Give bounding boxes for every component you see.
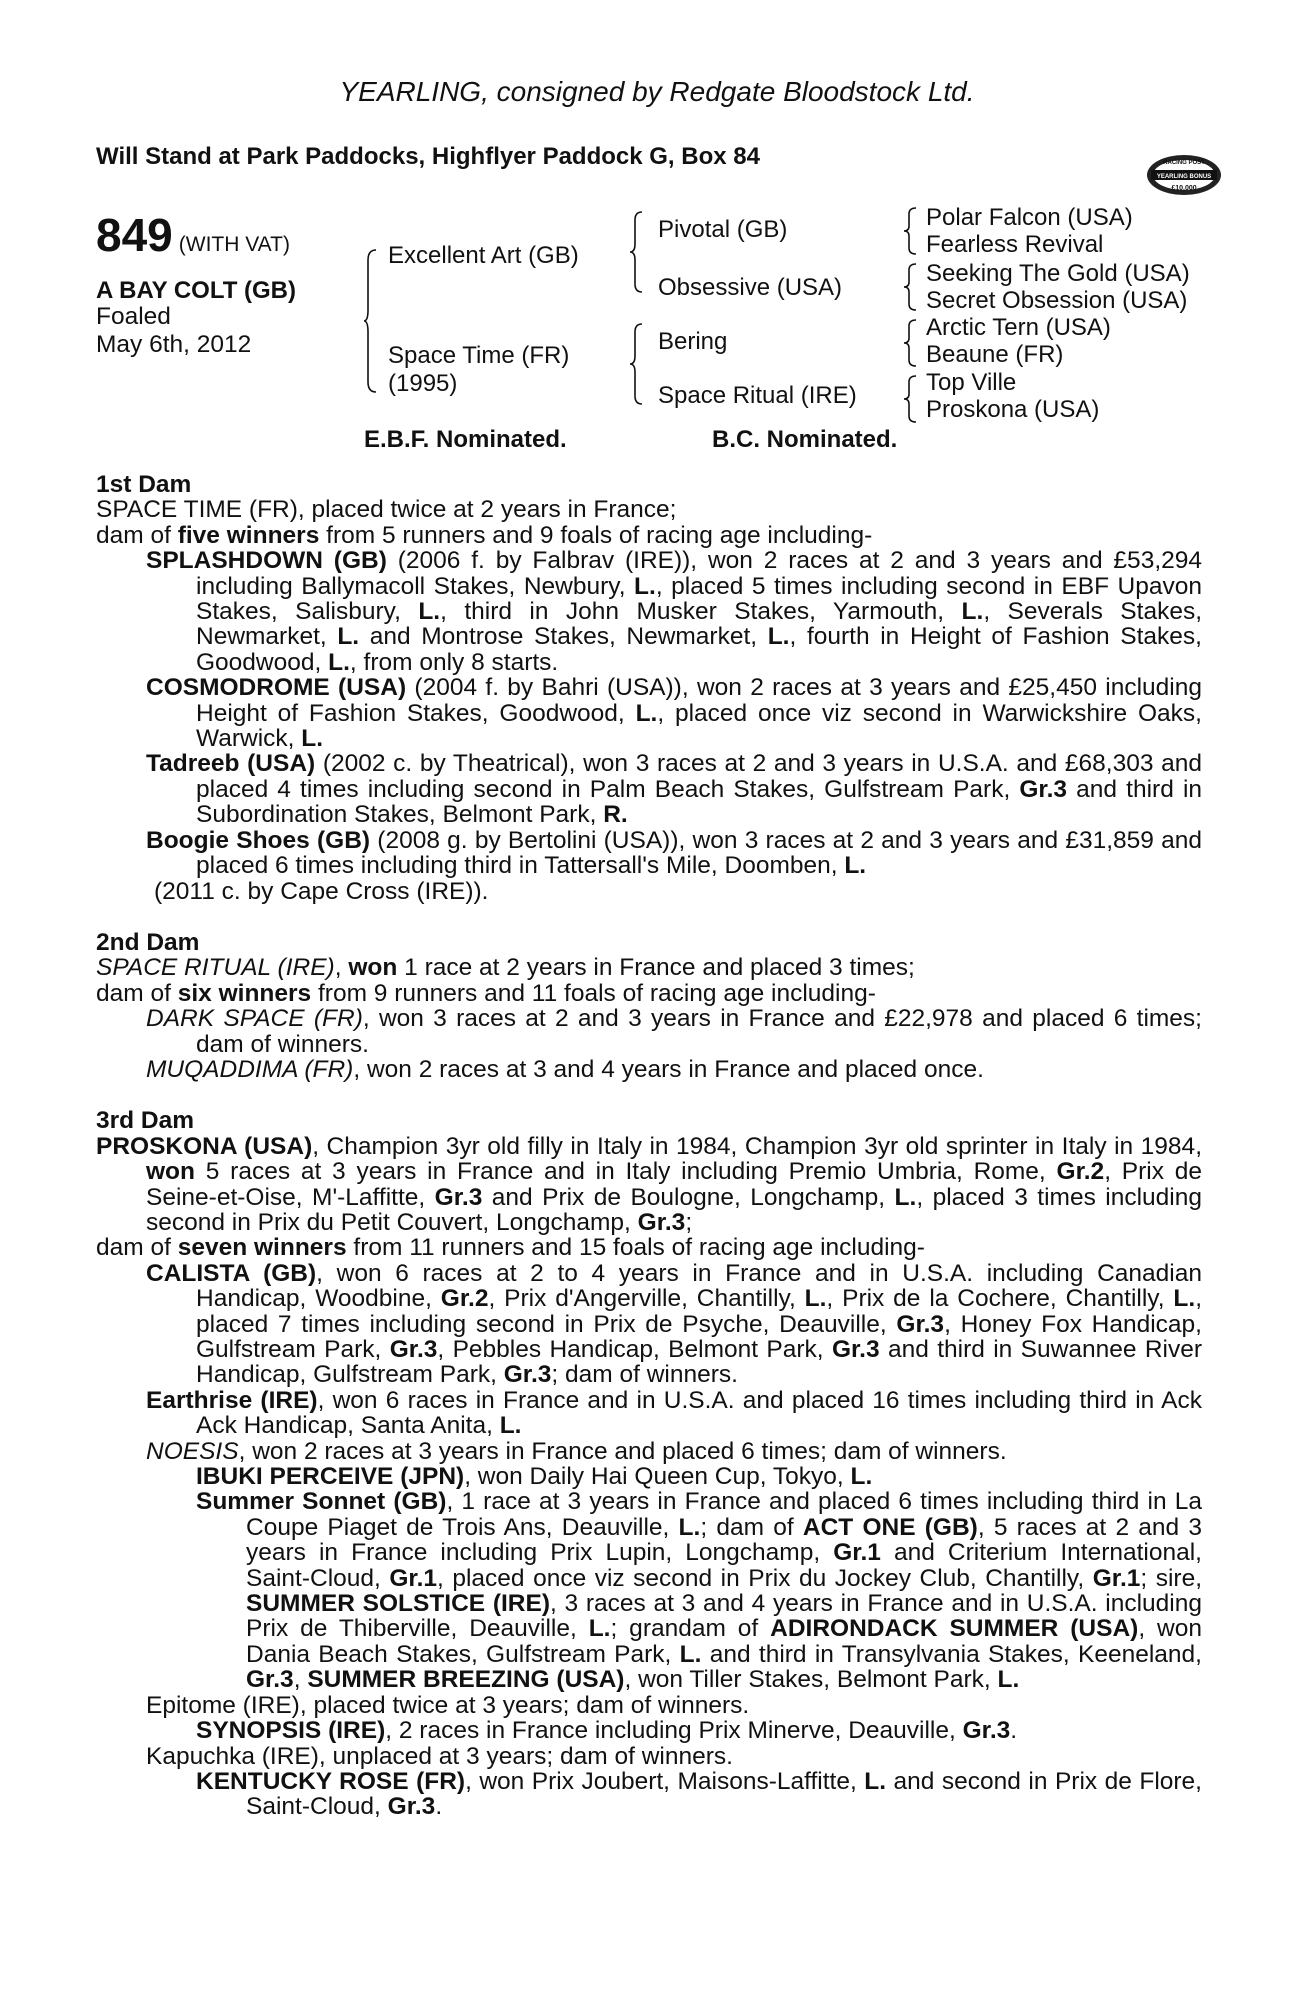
second-dam-produce: dam of six winners from 9 runners and 11 foals of racing age including- (96, 979, 876, 1007)
first-dam-line: SPACE TIME (FR), placed twice at 2 years in France; (96, 496, 677, 524)
summer-sonnet-entry: Summer Sonnet (GB), 1 race at 3 years in France and placed 6 times including third in La Coupe Piaget de Trois Ans, Deauville, L.; dam of ACT ONE (GB), 5 races at 2 and 3 years in France including Prix Lupin, Longchamp, Gr.1 and Criterium International, Saint-Cloud, Gr.1, placed once viz second in Prix du Jockey Club, Chantilly, Gr.1; sire, SUMMER SOLSTICE (IRE), 3 races at 3 and 4 years in France and in U.S.A. including Prix de Thiberville, Deauville, L.; grandam of ADIRONDACK SUMMER (USA), won Dania Beach Stakes, Gulfstream Park, L. and third in Transylvania Stakes, Keeneland, Gr.3, SUMMER BREEZING (USA), won Tiller Stakes, Belmont Park, L. (196, 1488, 1203, 1694)
granddam-ancestor-3: Seeking The Gold (USA) (926, 260, 1190, 287)
third-dam-heading: 3rd Dam (96, 1107, 195, 1135)
vat-note: (WITH VAT) (178, 233, 290, 256)
sire-line-bracket (630, 210, 644, 294)
badge-line1: RACING POST (1163, 160, 1205, 166)
granddam-ancestor-1: Polar Falcon (USA) (926, 204, 1133, 231)
badge-amount: £10,000 (1171, 185, 1197, 192)
lot-number: 849 (96, 209, 173, 261)
synopsis-entry: SYNOPSIS (IRE), 2 races in France including Prix Minerve, Deauville, Gr.3. (196, 1717, 1018, 1745)
granddam-ancestor-5: Arctic Tern (USA) (926, 314, 1111, 341)
foaled-date: May 6th, 2012 (96, 331, 252, 358)
sire-dam: Obsessive (USA) (658, 274, 843, 301)
calista-entry: CALISTA (GB), won 6 races at 2 to 4 years in France and in U.S.A. including Canadian Handicap, Woodbine, Gr.2, Prix d'Angerville, Chantilly, L., Prix de la Cochere, Chantilly, L., placed 7 times including second in Prix de Psyche, Deauville, Gr.3, Honey Fox Handicap, Gulfstream Park, Gr.3, Pebbles Handicap, Belmont Park, Gr.3 and third in Suwannee River Handicap, Gulfstream Park, Gr.3; dam of winners. (146, 1259, 1202, 1389)
third-dam-produce: dam of seven winners from 11 runners and 15 foals of racing age including- (96, 1234, 925, 1262)
dam: Space Time (FR) (388, 342, 570, 369)
badge-line2: YEARLING BONUS (1156, 174, 1212, 180)
g-bracket-4 (904, 374, 918, 424)
splashdown-entry: SPLASHDOWN (GB) (2006 f. by Falbrav (IRE)), won 2 races at 2 and 3 years and £53,294 including Ballymacoll Stakes, Newbury, L., placed 5 times including second in EBF Upavon Stakes, Salisbury, L., third in John Musker Stakes, Yarmouth, L., Severals Stakes, Newmarket, L. and Montrose Stakes, Newmarket, L., fourth in Height of Fashion Stakes, Goodwood, L., from only 8 starts. (146, 547, 1202, 676)
muqaddima-entry: MUQADDIMA (FR), won 2 races at 3 and 4 years in France and placed once. (146, 1055, 984, 1083)
foaled-label: Foaled (96, 303, 171, 330)
granddam-ancestor-4: Secret Obsession (USA) (926, 287, 1188, 314)
second-dam-line: SPACE RITUAL (IRE), won 1 race at 2 years in France and placed 3 times; (96, 954, 915, 982)
granddam-ancestor-6: Beaune (FR) (926, 341, 1064, 368)
lot-number-block (96, 208, 290, 262)
cosmodrome-entry: COSMODROME (USA) (2004 f. by Bahri (USA)), won 2 races at 3 years and £25,450 including Height of Fashion Stakes, Goodwood, L., placed once viz second in Warwickshire Oaks, Warwick, L. (146, 674, 1202, 753)
granddam-ancestor-2: Fearless Revival (926, 231, 1104, 258)
earthrise-entry: Earthrise (IRE), won 6 races in France and in U.S.A. and placed 16 times including third in Ack Ack Handicap, Santa Anita, L. (146, 1386, 1203, 1440)
first-dam-heading: 1st Dam (96, 471, 192, 498)
noesis-entry: NOESIS, won 2 races at 3 years in France and placed 6 times; dam of winners. (146, 1437, 1007, 1465)
sire-sire: Pivotal (GB) (658, 216, 788, 243)
sire: Excellent Art (GB) (388, 242, 579, 269)
yearling-bonus-badge-icon (1145, 150, 1223, 200)
proskona-entry: PROSKONA (USA), Champion 3yr old filly in Italy in 1984, Champion 3yr old sprinter in Italy in 1984, won 5 races at 3 years in France and in Italy including Premio Umbria, Rome, Gr.2, Prix de Seine-et-Oise, M'-Laffitte, Gr.3 and Prix de Boulogne, Longchamp, L., placed 3 times including second in Prix du Petit Couvert, Longchamp, Gr.3; (96, 1132, 1202, 1236)
first-dam-produce: dam of five winners from 5 runners and 9 foals of racing age including- (96, 521, 873, 549)
g-bracket-3 (904, 318, 918, 368)
ibuki-entry: IBUKI PERCEIVE (JPN), won Daily Hai Queen Cup, Tokyo, L. (196, 1463, 873, 1491)
dam-year: (1995) (388, 370, 458, 397)
kapuchka-entry: Kapuchka (IRE), unplaced at 3 years; dam of winners. (146, 1742, 733, 1770)
dam-sire: Bering (658, 328, 728, 355)
consignment-heading: YEARLING, consigned by Redgate Bloodstock Ltd. (339, 76, 975, 107)
granddam-ancestor-7: Top Ville (926, 369, 1017, 396)
tadreeb-entry: Tadreeb (USA) (2002 c. by Theatrical), won 3 races at 2 and 3 years in U.S.A. and £68,303 and placed 4 times including second in Palm Beach Stakes, Gulfstream Park, Gr.3 and third in Subordination Stakes, Belmont Park, R. (146, 750, 1203, 829)
stand-location: Will Stand at Park Paddocks, Highflyer Paddock G, Box 84 (96, 143, 760, 170)
dam-dam: Space Ritual (IRE) (658, 382, 857, 409)
bc-nominated: B.C. Nominated. (712, 426, 898, 453)
g-bracket-1 (904, 206, 918, 256)
sire-dam-bracket (364, 248, 378, 394)
second-dam-heading: 2nd Dam (96, 928, 200, 956)
foal-2011: (2011 c. by Cape Cross (IRE)). (154, 877, 489, 905)
catalogue-text (96, 472, 1202, 1820)
dam-line-bracket (630, 322, 644, 406)
granddam-ancestor-8: Proskona (USA) (926, 396, 1100, 423)
lot-title: A BAY COLT (GB) (96, 277, 297, 304)
epitome-entry: Epitome (IRE), placed twice at 3 years; dam of winners. (146, 1691, 750, 1719)
ebf-nominated: E.B.F. Nominated. (364, 426, 567, 453)
kentucky-rose-entry: KENTUCKY ROSE (FR), won Prix Joubert, Maisons-Laffitte, L. and second in Prix de Flore, Saint-Cloud, Gr.3. (196, 1767, 1202, 1821)
boogie-shoes-entry: Boogie Shoes (GB) (2008 g. by Bertolini (USA)), won 3 races at 2 and 3 years and £31,859 and placed 6 times including third in Tattersall's Mile, Doomben, L. (146, 826, 1202, 880)
g-bracket-2 (904, 262, 918, 312)
dark-space-entry: DARK SPACE (FR), won 3 races at 2 and 3 years in France and £22,978 and placed 6 times; dam of winners. (146, 1005, 1202, 1058)
